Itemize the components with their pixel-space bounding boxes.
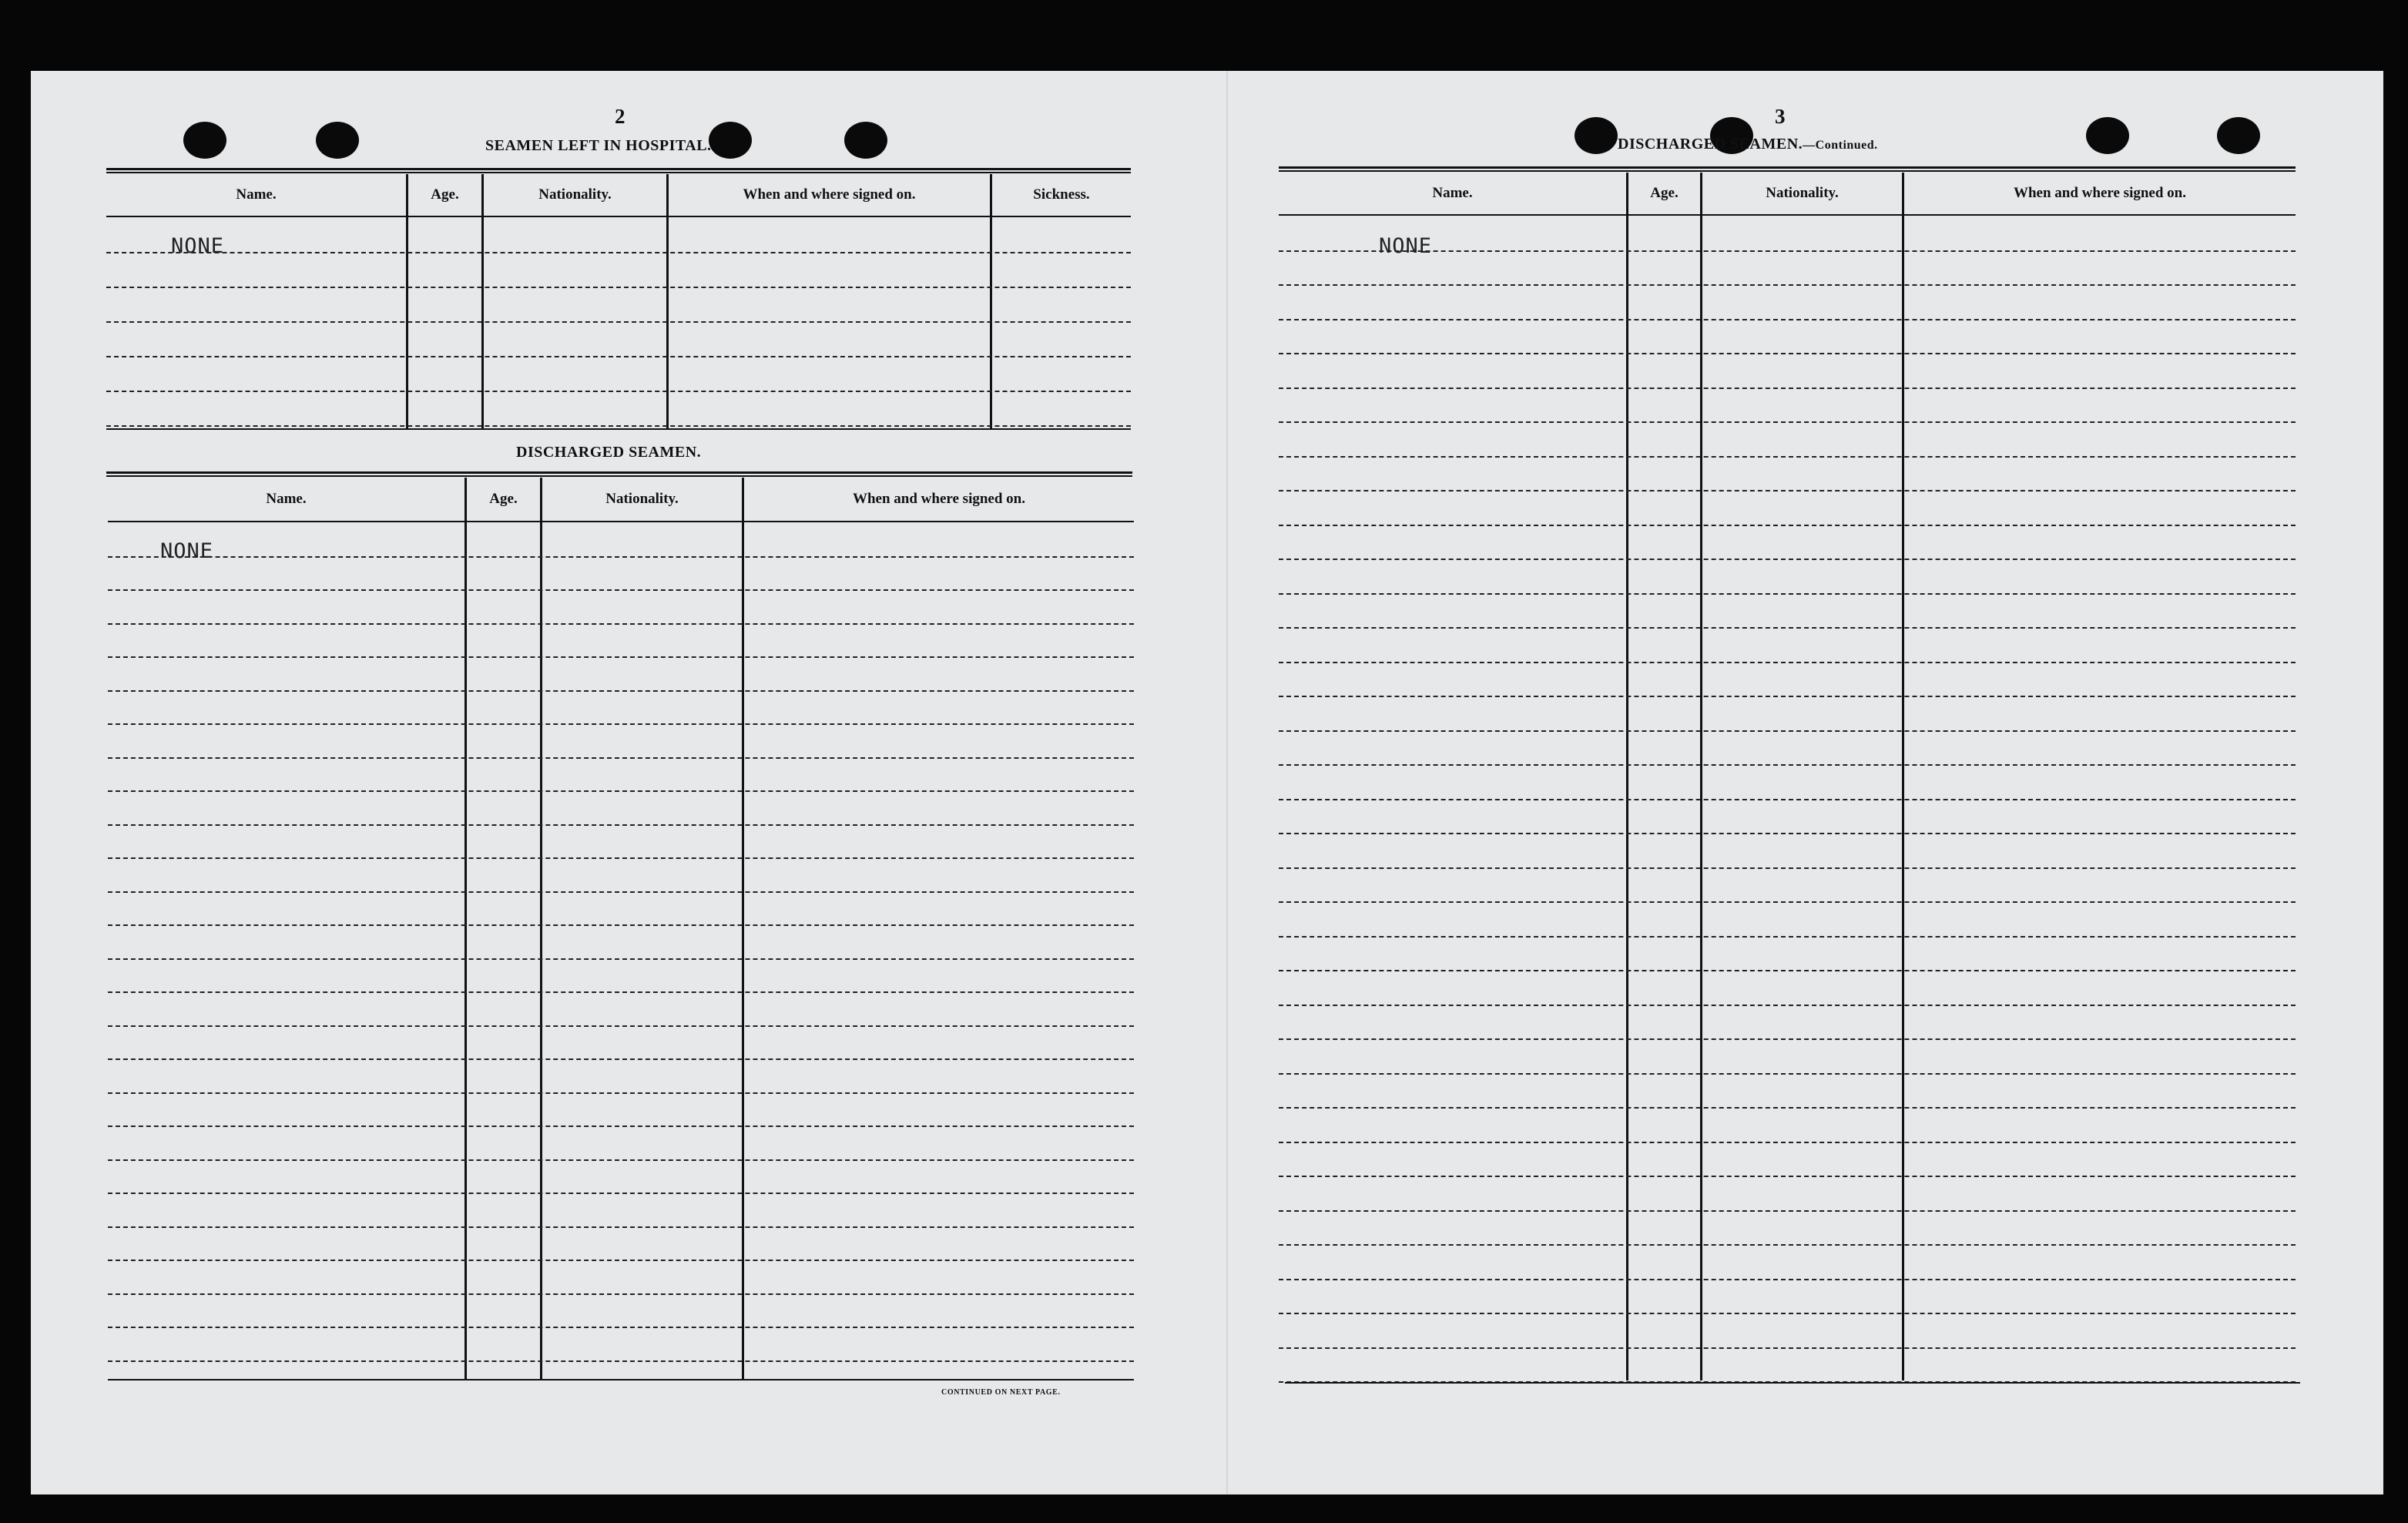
row-line [1279, 559, 2296, 560]
row-line [108, 1058, 1134, 1060]
column-header: When and where signed on. [1904, 173, 2296, 216]
column-header: Age. [408, 174, 481, 217]
hospital-entry-name: NONE [171, 234, 225, 258]
row-line [1279, 353, 2296, 354]
row-line [1279, 284, 2296, 286]
header-rule [1279, 166, 2296, 172]
row-line [108, 1327, 1134, 1328]
row-line [108, 723, 1134, 725]
row-line [108, 857, 1134, 859]
title-main: DISCHARGED SEAMEN. [1618, 136, 1803, 153]
row-line [108, 556, 1134, 558]
row-line [108, 656, 1134, 658]
row-line [1279, 1038, 2296, 1040]
row-line [108, 891, 1134, 893]
page-number-left: 2 [615, 105, 625, 128]
row-line [1279, 1073, 2296, 1075]
punch-hole [1575, 117, 1618, 154]
hospital-section-title: SEAMEN LEFT IN HOSPITAL. [485, 137, 712, 154]
discharged-continued-entry-name: NONE [1379, 234, 1433, 258]
discharged-rows [108, 522, 1134, 1379]
row-line [1279, 833, 2296, 834]
column-header: Nationality. [484, 174, 666, 217]
discharged-continued-rows [1279, 216, 2296, 1380]
continued-note: CONTINUED ON NEXT PAGE. [941, 1388, 1061, 1397]
punch-hole [844, 122, 887, 159]
row-line [108, 1025, 1134, 1027]
row-line [108, 924, 1134, 926]
row-line [108, 824, 1134, 826]
row-line [1279, 662, 2296, 663]
row-line [108, 757, 1134, 759]
row-line [108, 790, 1134, 792]
discharged-section-title: DISCHARGED SEAMEN. [516, 444, 702, 461]
row-line [1279, 764, 2296, 766]
row-line [1279, 730, 2296, 732]
row-line [1279, 1244, 2296, 1246]
section-rule [106, 428, 1131, 430]
bottom-rule [1285, 1382, 2300, 1384]
punch-hole [316, 122, 359, 159]
row-line [108, 1260, 1134, 1261]
hospital-rows [106, 217, 1131, 428]
row-line [108, 1360, 1134, 1362]
column-header: Name. [108, 478, 464, 522]
row-line [1279, 1005, 2296, 1006]
title-suffix: —Continued. [1803, 139, 1878, 152]
row-line [1279, 901, 2296, 903]
row-line [106, 287, 1131, 288]
row-line [1279, 1210, 2296, 1212]
row-line [1279, 970, 2296, 971]
row-line [1279, 525, 2296, 526]
row-line [1279, 867, 2296, 869]
column-header: Nationality. [1702, 173, 1902, 216]
row-line [1279, 696, 2296, 697]
row-line [1279, 593, 2296, 595]
row-line [108, 1092, 1134, 1094]
row-line [1279, 936, 2296, 938]
discharged-continued-title [1618, 136, 1878, 153]
column-header: Name. [1279, 173, 1626, 216]
row-line [108, 623, 1134, 625]
row-line [106, 391, 1131, 392]
row-line [1279, 1279, 2296, 1280]
discharged-entry-name: NONE [160, 539, 214, 563]
punch-hole [2086, 117, 2129, 154]
header-rule [106, 471, 1132, 477]
row-line [1279, 319, 2296, 320]
row-line [108, 991, 1134, 993]
row-line [1279, 1347, 2296, 1349]
row-line [1279, 1176, 2296, 1177]
column-header: Age. [467, 478, 540, 522]
form-sheet [31, 71, 2383, 1494]
column-header: When and where signed on. [669, 174, 990, 217]
row-line [108, 1293, 1134, 1295]
row-line [106, 252, 1131, 253]
page-fold [1226, 71, 1228, 1494]
column-header: Nationality. [542, 478, 742, 522]
row-line [108, 690, 1134, 692]
row-line [1279, 421, 2296, 423]
row-line [106, 425, 1131, 427]
row-line [108, 1226, 1134, 1228]
row-line [1279, 1313, 2296, 1314]
row-line [1279, 627, 2296, 629]
row-line [1279, 1107, 2296, 1109]
row-line [1279, 387, 2296, 389]
header-rule [106, 168, 1131, 173]
page-number-right: 3 [1775, 105, 1786, 128]
row-line [108, 589, 1134, 591]
row-line [106, 321, 1131, 323]
row-line [108, 1159, 1134, 1161]
row-line [108, 1193, 1134, 1194]
bottom-rule [108, 1379, 1134, 1380]
row-line [1279, 799, 2296, 800]
row-line [106, 356, 1131, 357]
column-header: Age. [1628, 173, 1700, 216]
punch-hole [709, 122, 752, 159]
punch-hole [2217, 117, 2260, 154]
row-line [108, 958, 1134, 960]
row-line [1279, 456, 2296, 458]
column-header: Sickness. [992, 174, 1131, 217]
punch-hole [183, 122, 226, 159]
row-line [108, 1125, 1134, 1127]
row-line [1279, 1142, 2296, 1143]
row-line [1279, 490, 2296, 491]
column-header: When and where signed on. [744, 478, 1134, 522]
column-header: Name. [106, 174, 406, 217]
